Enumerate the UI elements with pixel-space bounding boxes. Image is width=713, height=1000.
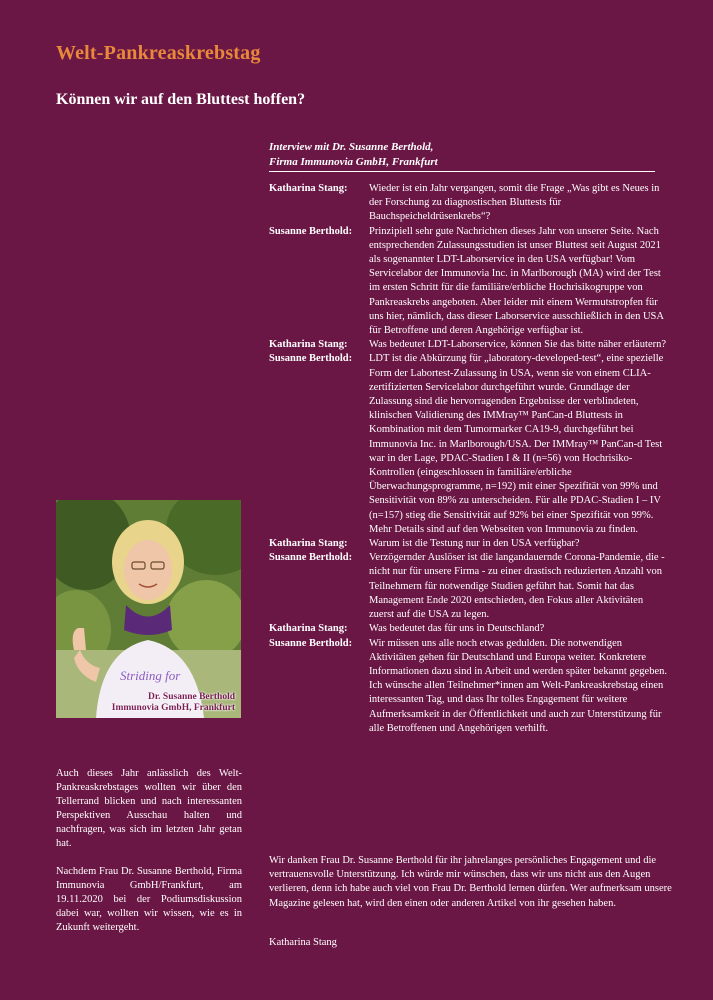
speaker-label: Katharina Stang: <box>269 623 348 635</box>
speaker-label: Katharina Stang: <box>269 183 348 194</box>
closing-text: Wir danken Frau Dr. Susanne Berthold für ihr jahrelanges persönliches Engagement und die vertrauensvolle Unterstützung. Ich würde mir wünschen, dass wir uns nicht aus den Augen verlieren, denn ich habe auch viel von Frau Dr. Berthold lernen dürfen. Wer aufmerksam unsere Magazine gelesen hat, wird den einen oder anderen Artikel von ihr gesehen haben. <box>269 855 672 909</box>
dialog-text-group <box>369 637 669 736</box>
dialog-text: Warum ist die Testung nur in den USA verfügbar? <box>369 538 580 550</box>
dialog-turn <box>269 551 669 622</box>
shirt-text: Striding for <box>120 668 181 683</box>
speaker-label: Susanne Berthold: <box>269 552 353 564</box>
intro-paragraph: Auch dieses Jahr anlässlich des Welt-Pankreaskrebstages wollten wir über den Tellerrand blicken und nach interessanten Perspektiven Ausschau halten und nachfragen, was sich im letzten Jahr getan hat. <box>56 768 242 849</box>
photo-caption-line1: Dr. Susanne Berthold <box>147 692 235 702</box>
interview-dialog <box>269 182 669 736</box>
page-subtitle: Können wir auf den Bluttest hoffen? <box>56 91 306 108</box>
dialog-text: Wieder ist ein Jahr vergangen, somit die Frage „Was gibt es Neues in der Forschung zu diagnostischen Bluttests für Bauchspeicheldrüsenkrebs“? <box>369 183 660 223</box>
speaker-label: Katharina Stang: <box>269 339 348 351</box>
dialog-turn <box>269 537 669 551</box>
speaker-label: Susanne Berthold: <box>269 637 353 649</box>
dialog-text: Wir müssen uns alle noch etwas gedulden. Die notwendigen Aktivitäten gehen für Deutschland und Europa weiter. Konkretere Informationen dazu sind in Arbeit und werden später bekannt gegeben. <box>369 637 667 677</box>
intro-column <box>56 767 242 949</box>
closing-paragraph <box>269 854 673 911</box>
dialog-text: Verzögernder Auslöser ist die langandauernde Corona-Pandemie, die - nicht nur für unsere Firma - zu einer drastisch reduzierten Anzahl von Teilnehmern für notwendige Studien geführt hat. Somit hat das Management Ende 2020 entschieden, den Fokus aller Aktivitäten zuerst auf die USA zu legen. <box>369 552 665 621</box>
dialog-turn <box>269 182 669 225</box>
dialog-turn <box>269 338 669 352</box>
author-signature: Katharina Stang <box>269 937 337 948</box>
interview-header-line1: Interview mit Dr. Susanne Berthold, <box>269 141 434 153</box>
photo-caption <box>112 692 235 714</box>
dialog-text: Was bedeutet LDT-Laborservice, können Sie das bitte näher erläutern? <box>369 339 667 351</box>
dialog-turn <box>269 622 669 636</box>
page-title: Welt-Pankreaskrebstag <box>56 42 261 64</box>
interview-header <box>269 140 655 172</box>
dialog-turn <box>269 637 669 736</box>
speaker-label: Susanne Berthold: <box>269 353 353 365</box>
photo-caption-line2: Immunovia GmbH, Frankfurt <box>111 703 235 713</box>
dialog-turn <box>269 352 669 537</box>
dialog-text: LDT ist die Abkürzung für „laboratory-developed-test“, eine spezielle Form der Labortest-Zulassung in USA, wenn sie von einem CLIA-zertifizierten Servicelabor durchgeführt wurde. Grundlage der Zulassung sind die hervorragenden Ergebnisse der verblindeten, klinischen Validierung des IMMray™ PanCan-d Bluttests in Kombination mit dem Tumormarker CA19-9, durchgeführt bei Immunovia Inc. in Marlborough/USA. Der IMMray™ PanCan-d Test war in der Lage, PDAC-Stadien I & II (n=56) von Hochrisiko-Kontrollen (eingeschlossen in familiäre/erbliche Überwachungsprogramme, n=192) mit einer Spezifität von 99% und Sensitivität von 89% zu unterscheiden. Für alle PDAC-Stadien I – IV (n=157) stieg die Sensitivität auf 92% bei einer Spezifität von 99%. Mehr Details sind auf den Webseiten von Immunovia zu finden. <box>369 353 664 535</box>
dialog-text: Was bedeutet das für uns in Deutschland? <box>369 623 545 635</box>
speaker-label: Susanne Berthold: <box>269 225 353 237</box>
speaker-label: Katharina Stang: <box>269 538 348 550</box>
intro-paragraph: Nachdem Frau Dr. Susanne Berthold, Firma Immunovia GmbH/Frankfurt, am 19.11.2020 bei der Podiumsdiskussion dabei war, wollten wir wissen, wie es in Zukunft weitergeht. <box>56 866 242 933</box>
dialog-turn <box>269 225 669 339</box>
dialog-text: Ich wünsche allen Teilnehmer*innen am Welt-Pankreaskrebstag einen interessanten Tag, und dass Ihr tolles Engagement für weitere Aufmerksamkeit in der Öffentlichkeit und auch zur Unterstützung für alle Betroffenen und Angehörigen verhilft. <box>369 680 664 734</box>
interview-header-line2: Firma Immunovia GmbH, Frankfurt <box>269 156 438 168</box>
portrait-photo <box>56 500 241 718</box>
portrait-illustration <box>56 500 241 718</box>
dialog-text: Prinzipiell sehr gute Nachrichten dieses Jahr von unserer Seite. Nach entsprechenden Zulassungsstudien ist unser Bluttest seit August 2021 als sogenannter LDT-Laborservice in den USA verfügbar! Vom Servicelabor der Immunovia Inc. in Marlborough (MA) wird der Test im ersten Schritt für die familiäre/erbliche Hochrisikogruppe von Pankreaskrebs angeboten. Aber leider mit einem Wermutstropfen für uns hier, nämlich, dass dieser Laborservice ausschließlich in den USA für Betroffene und deren Angehörige verfügbar ist. <box>369 225 664 337</box>
